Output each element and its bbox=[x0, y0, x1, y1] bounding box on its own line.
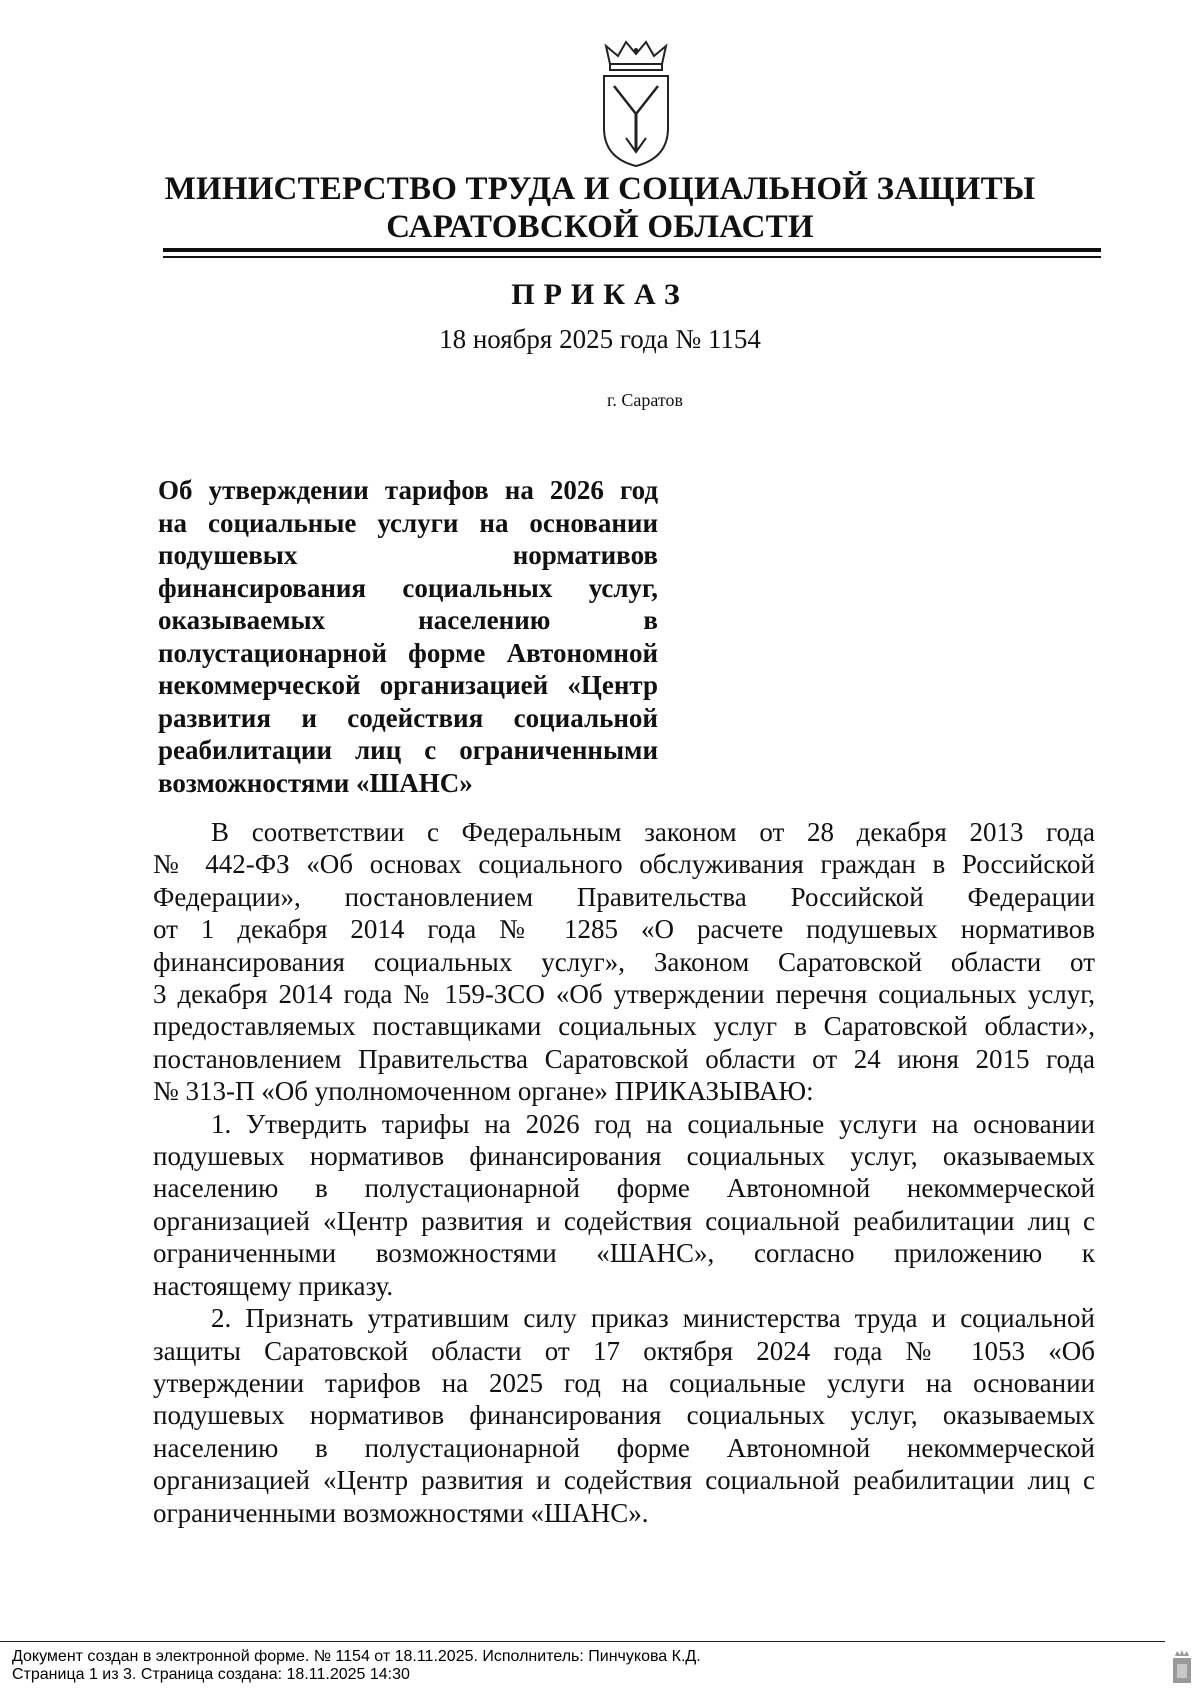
document-body bbox=[153, 816, 1095, 1529]
title-line: финансирования социальных услуг, bbox=[158, 572, 658, 603]
item2-line: защиты Саратовской области от 17 октября 2024 года № 1053 «Об bbox=[153, 1335, 1095, 1366]
item2-line: ограниченными возможностями «ШАНС». bbox=[153, 1497, 649, 1528]
item1-line: ограниченными возможностями «ШАНС», согласно приложению к bbox=[153, 1238, 1095, 1269]
title-line: реабилитации лиц с ограниченными bbox=[158, 735, 658, 765]
order-item-2 bbox=[153, 1302, 1095, 1529]
document-city: г. Саратов bbox=[607, 390, 683, 410]
title-line: Об утверждении тарифов на 2026 год bbox=[158, 475, 658, 505]
preamble-line: финансирования социальных услуг», Законом Саратовской области от bbox=[153, 946, 1095, 977]
preamble-line: № 442-ФЗ «Об основах социального обслуживания граждан в Российской bbox=[153, 849, 1095, 880]
item2-line: населению в полустационарной форме Автономной некоммерческой bbox=[153, 1432, 1095, 1463]
item1-line: подушевых нормативов финансирования социальных услуг, оказываемых bbox=[153, 1141, 1095, 1172]
item1-line: настоящему приказу. bbox=[153, 1270, 394, 1301]
order-item-1 bbox=[153, 1108, 1095, 1302]
document-title bbox=[158, 474, 658, 799]
title-line: развития и содействия социальной bbox=[158, 702, 658, 733]
title-line: полустационарной форме Автономной bbox=[158, 637, 658, 668]
preamble-line: предоставляемых поставщиками социальных услуг в Саратовской области», bbox=[153, 1011, 1095, 1042]
document-date-number: 18 ноября 2025 года № 1154 bbox=[439, 324, 761, 354]
item2-line: организацией «Центр развития и содействия социальной реабилитации лиц с bbox=[153, 1465, 1095, 1496]
title-line: оказываемых населению в bbox=[158, 605, 658, 635]
preamble-line: 3 декабря 2014 года № 159-ЗСО «Об утверждении перечня социальных услуг, bbox=[153, 979, 1095, 1010]
preamble-line: от 1 декабря 2014 года № 1285 «О расчете подушевых нормативов bbox=[153, 914, 1095, 945]
item1-line: населению в полустационарной форме Автономной некоммерческой bbox=[153, 1173, 1095, 1204]
title-line: возможностями «ШАНС» bbox=[158, 767, 473, 798]
footer-rule bbox=[0, 1641, 1165, 1642]
preamble-line: № 313-П «Об уполномоченном органе» ПРИКАЗЫВАЮ: bbox=[153, 1076, 814, 1107]
document-type: ПРИКАЗ bbox=[511, 278, 689, 311]
title-line: на социальные услуги на основании bbox=[158, 507, 658, 538]
preamble-line: постановлением Правительства Саратовской области от 24 июня 2015 года bbox=[153, 1043, 1095, 1074]
title-line: подушевых нормативов bbox=[158, 540, 658, 570]
header-rule-thin bbox=[163, 256, 1101, 258]
preamble-line: В соответствии с Федеральным законом от 28 декабря 2013 года bbox=[211, 817, 1095, 847]
item2-line: подушевых нормативов финансирования социальных услуг, оказываемых bbox=[153, 1400, 1095, 1431]
item2-line: 2. Признать утратившим силу приказ министерства труда и социальной bbox=[211, 1303, 1095, 1334]
ministry-name bbox=[0, 170, 1200, 246]
footer-line-1: Документ создан в электронной форме. № 1154 от 18.11.2025. Исполнитель: Пинчукова К.Д. bbox=[12, 1648, 701, 1665]
footer bbox=[12, 1648, 701, 1684]
ministry-name-line1: МИНИСТЕРСТВО ТРУДА И СОЦИАЛЬНОЙ ЗАЩИТЫ bbox=[164, 171, 1036, 207]
ministry-name-line2: САРАТОВСКОЙ ОБЛАСТИ bbox=[386, 209, 814, 245]
coat-of-arms-icon bbox=[596, 40, 676, 170]
document-system-logo-icon bbox=[1172, 1650, 1192, 1684]
header-rule-thick bbox=[163, 248, 1101, 252]
preamble-paragraph bbox=[153, 816, 1095, 1108]
footer-line-2: Страница 1 из 3. Страница создана: 18.11.2025 14:30 bbox=[12, 1666, 410, 1683]
item2-line: утверждении тарифов на 2025 год на социальные услуги на основании bbox=[153, 1367, 1095, 1398]
item1-line: 1. Утвердить тарифы на 2026 год на социальные услуги на основании bbox=[211, 1108, 1095, 1139]
preamble-line: Федерации», постановлением Правительства Российской Федерации bbox=[153, 881, 1095, 912]
title-line: некоммерческой организацией «Центр bbox=[158, 670, 658, 700]
item1-line: организацией «Центр развития и содействия социальной реабилитации лиц с bbox=[153, 1205, 1095, 1236]
